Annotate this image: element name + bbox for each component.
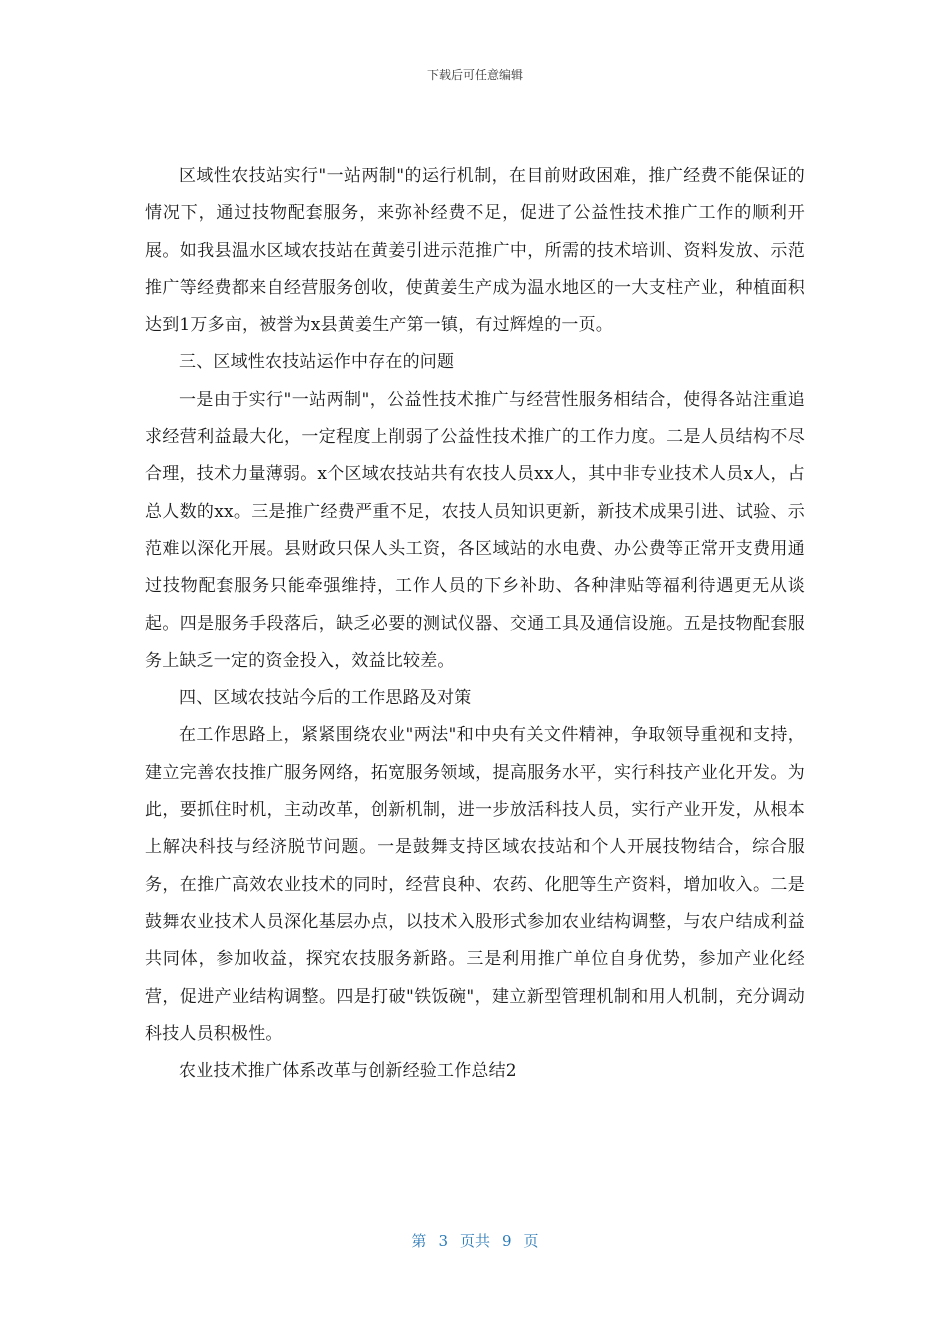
page-footer — [0, 1230, 950, 1251]
section-heading-countermeasures: 四、区域农技站今后的工作思路及对策 — [179, 688, 472, 709]
next-article-title: 农业技术推广体系改革与创新经验工作总结2 — [179, 1061, 517, 1082]
paragraph-operation-mechanism: 区域性农技站实行"一站两制"的运行机制，在目前财政困难，推广经费不能保证的情况下，通过技物配套服务，来弥补经费不足，促进了公益性技术推广工作的顺利开展。如我县温水区域农技站在黄姜引进示范推广中，所需的技术培训、资料发放、示范推广等经费都来自经营服务创收，使黄姜生产成为温水地区的一大支柱产业，种植面积达到1万多亩，被誉为x县黄姜生产第一镇，有过辉煌的一页。 — [145, 166, 805, 336]
footer-total-pages: 9 — [502, 1232, 512, 1250]
document-body — [145, 158, 805, 1090]
footer-suffix: 页 — [523, 1232, 539, 1250]
paragraph-countermeasures: 在工作思路上，紧紧围绕农业"两法"和中央有关文件精神，争取领导重视和支持，建立完善农技推广服务网络，拓宽服务领域，提高服务水平，实行科技产业化开发。为此，要抓住时机，主动改革，创新机制，进一步放活科技人员，实行产业开发，从根本上解决科技与经济脱节问题。一是鼓舞支持区域农技站和个人开展技物结合，综合服务，在推广高效农业技术的同时，经营良种、农药、化肥等生产资料，增加收入。二是鼓舞农业技术人员深化基层办点，以技术入股形式参加农业结构调整，与农户结成利益共同体，参加收益，探究农技服务新路。三是利用推广单位自身优势，参加产业化经营，促进产业结构调整。四是打破"铁饭碗"，建立新型管理机制和用人机制，充分调动科技人员积极性。 — [145, 725, 805, 1044]
footer-prefix: 第 — [411, 1232, 427, 1250]
paragraph-problems: 一是由于实行"一站两制"，公益性技术推广与经营性服务相结合，使得各站注重追求经营利益最大化，一定程度上削弱了公益性技术推广的工作力度。二是人员结构不尽合理，技术力量薄弱。x个区域农技站共有农技人员xx人，其中非专业技术人员x人，占总人数的xx。三是推广经费严重不足，农技人员知识更新，新技术成果引进、试验、示范难以深化开展。县财政只保人头工资，各区域站的水电费、办公费等正常开支费用通过技物配套服务只能牵强维持，工作人员的下乡补助、各种津贴等福利待遇更无从谈起。四是服务手段落后，缺乏必要的测试仪器、交通工具及通信设施。五是技物配套服务上缺乏一定的资金投入，效益比较差。 — [145, 389, 805, 671]
section-heading-problems: 三、区域性农技站运作中存在的问题 — [179, 352, 455, 373]
footer-middle: 页共 — [459, 1232, 490, 1250]
footer-current-page: 3 — [438, 1232, 448, 1250]
page-header: 下载后可任意编辑 — [426, 68, 523, 82]
